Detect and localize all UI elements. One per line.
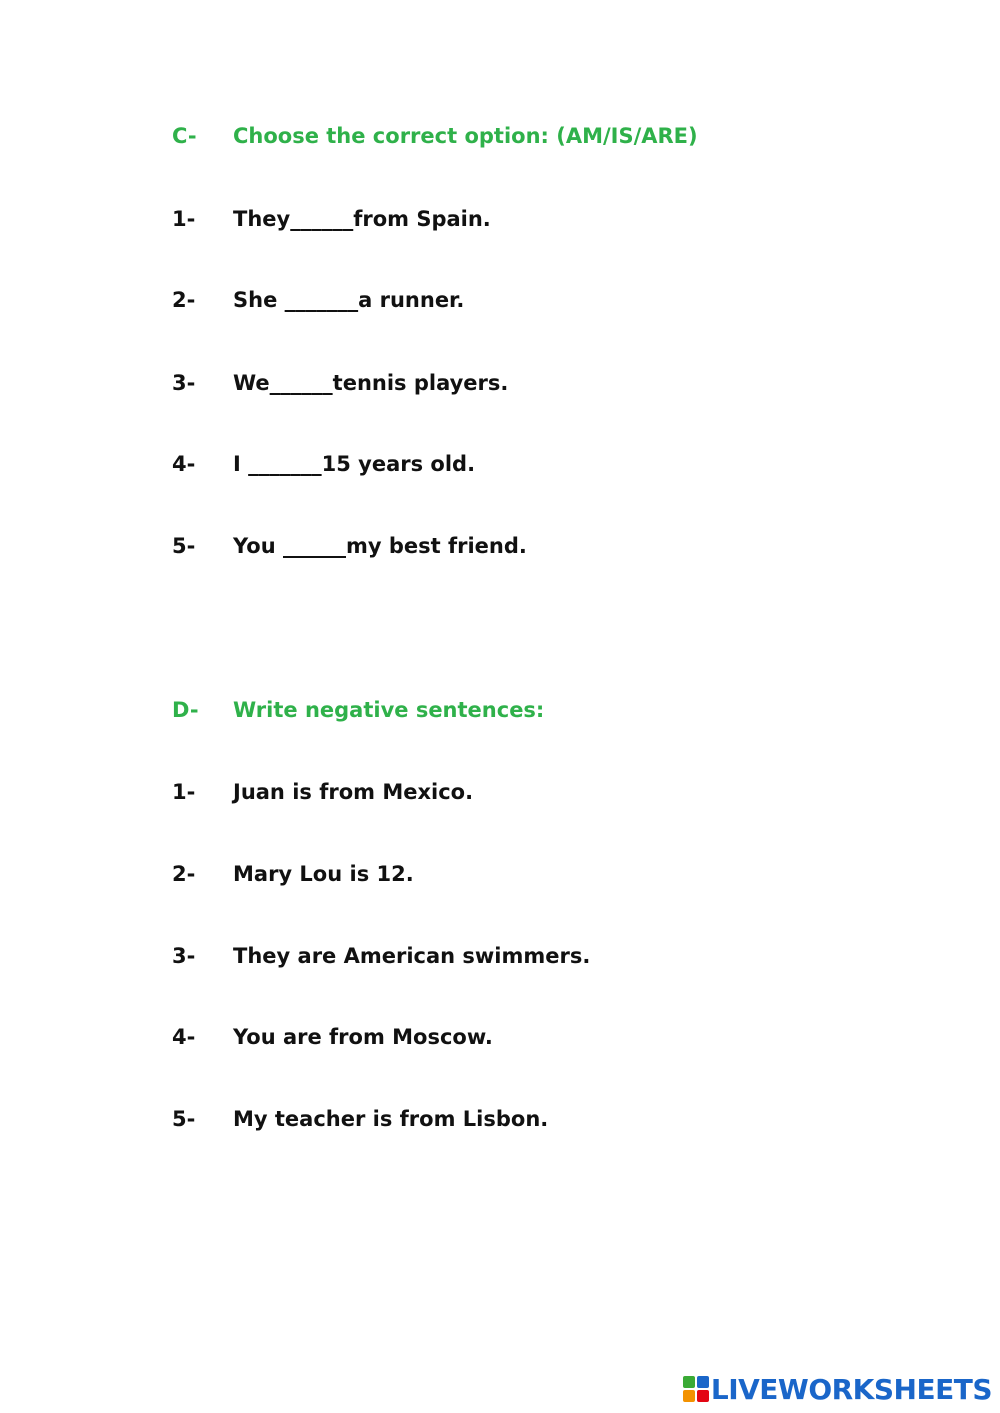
item-number: 3- [172, 944, 196, 968]
item-text: You ______my best friend. [233, 534, 527, 558]
item-text: We______tennis players. [233, 371, 509, 395]
item-text: They______from Spain. [233, 207, 491, 231]
item-text: My teacher is from Lisbon. [233, 1107, 549, 1131]
exercise-d-item-2 [172, 860, 414, 888]
item-text: You are from Moscow. [233, 1025, 493, 1049]
item-text: They are American swimmers. [233, 944, 591, 968]
liveworksheets-logo-icon [683, 1376, 709, 1402]
item-number: 2- [172, 288, 196, 312]
item-number: 3- [172, 371, 196, 395]
exercise-c-item-3 [172, 369, 508, 397]
section-d-heading [172, 696, 544, 724]
item-number: 4- [172, 1025, 196, 1049]
item-number: 5- [172, 1107, 196, 1131]
exercise-c-item-5 [172, 532, 527, 560]
item-number: 5- [172, 534, 196, 558]
item-text: I _______15 years old. [233, 452, 476, 476]
exercise-d-item-3 [172, 942, 590, 970]
exercise-d-item-4 [172, 1023, 493, 1051]
exercise-d-item-5 [172, 1105, 548, 1133]
exercise-d-item-1 [172, 778, 473, 806]
section-d-letter: D- [172, 698, 199, 722]
item-number: 4- [172, 452, 196, 476]
section-c-heading [172, 122, 698, 150]
item-text: Mary Lou is 12. [233, 862, 414, 886]
item-text: She _______a runner. [233, 288, 465, 312]
item-number: 1- [172, 780, 196, 804]
section-c-letter: C- [172, 124, 197, 148]
item-number: 1- [172, 207, 196, 231]
watermark-text: LIVEWORKSHEETS [710, 1372, 992, 1406]
exercise-c-item-4 [172, 450, 475, 478]
exercise-c-item-2 [172, 286, 464, 314]
section-c-title: Choose the correct option: (AM/IS/ARE) [233, 124, 698, 148]
item-text: Juan is from Mexico. [233, 780, 474, 804]
section-d-title: Write negative sentences: [233, 698, 545, 722]
item-number: 2- [172, 862, 196, 886]
exercise-c-item-1 [172, 205, 491, 233]
liveworksheets-watermark[interactable] [683, 1371, 992, 1407]
